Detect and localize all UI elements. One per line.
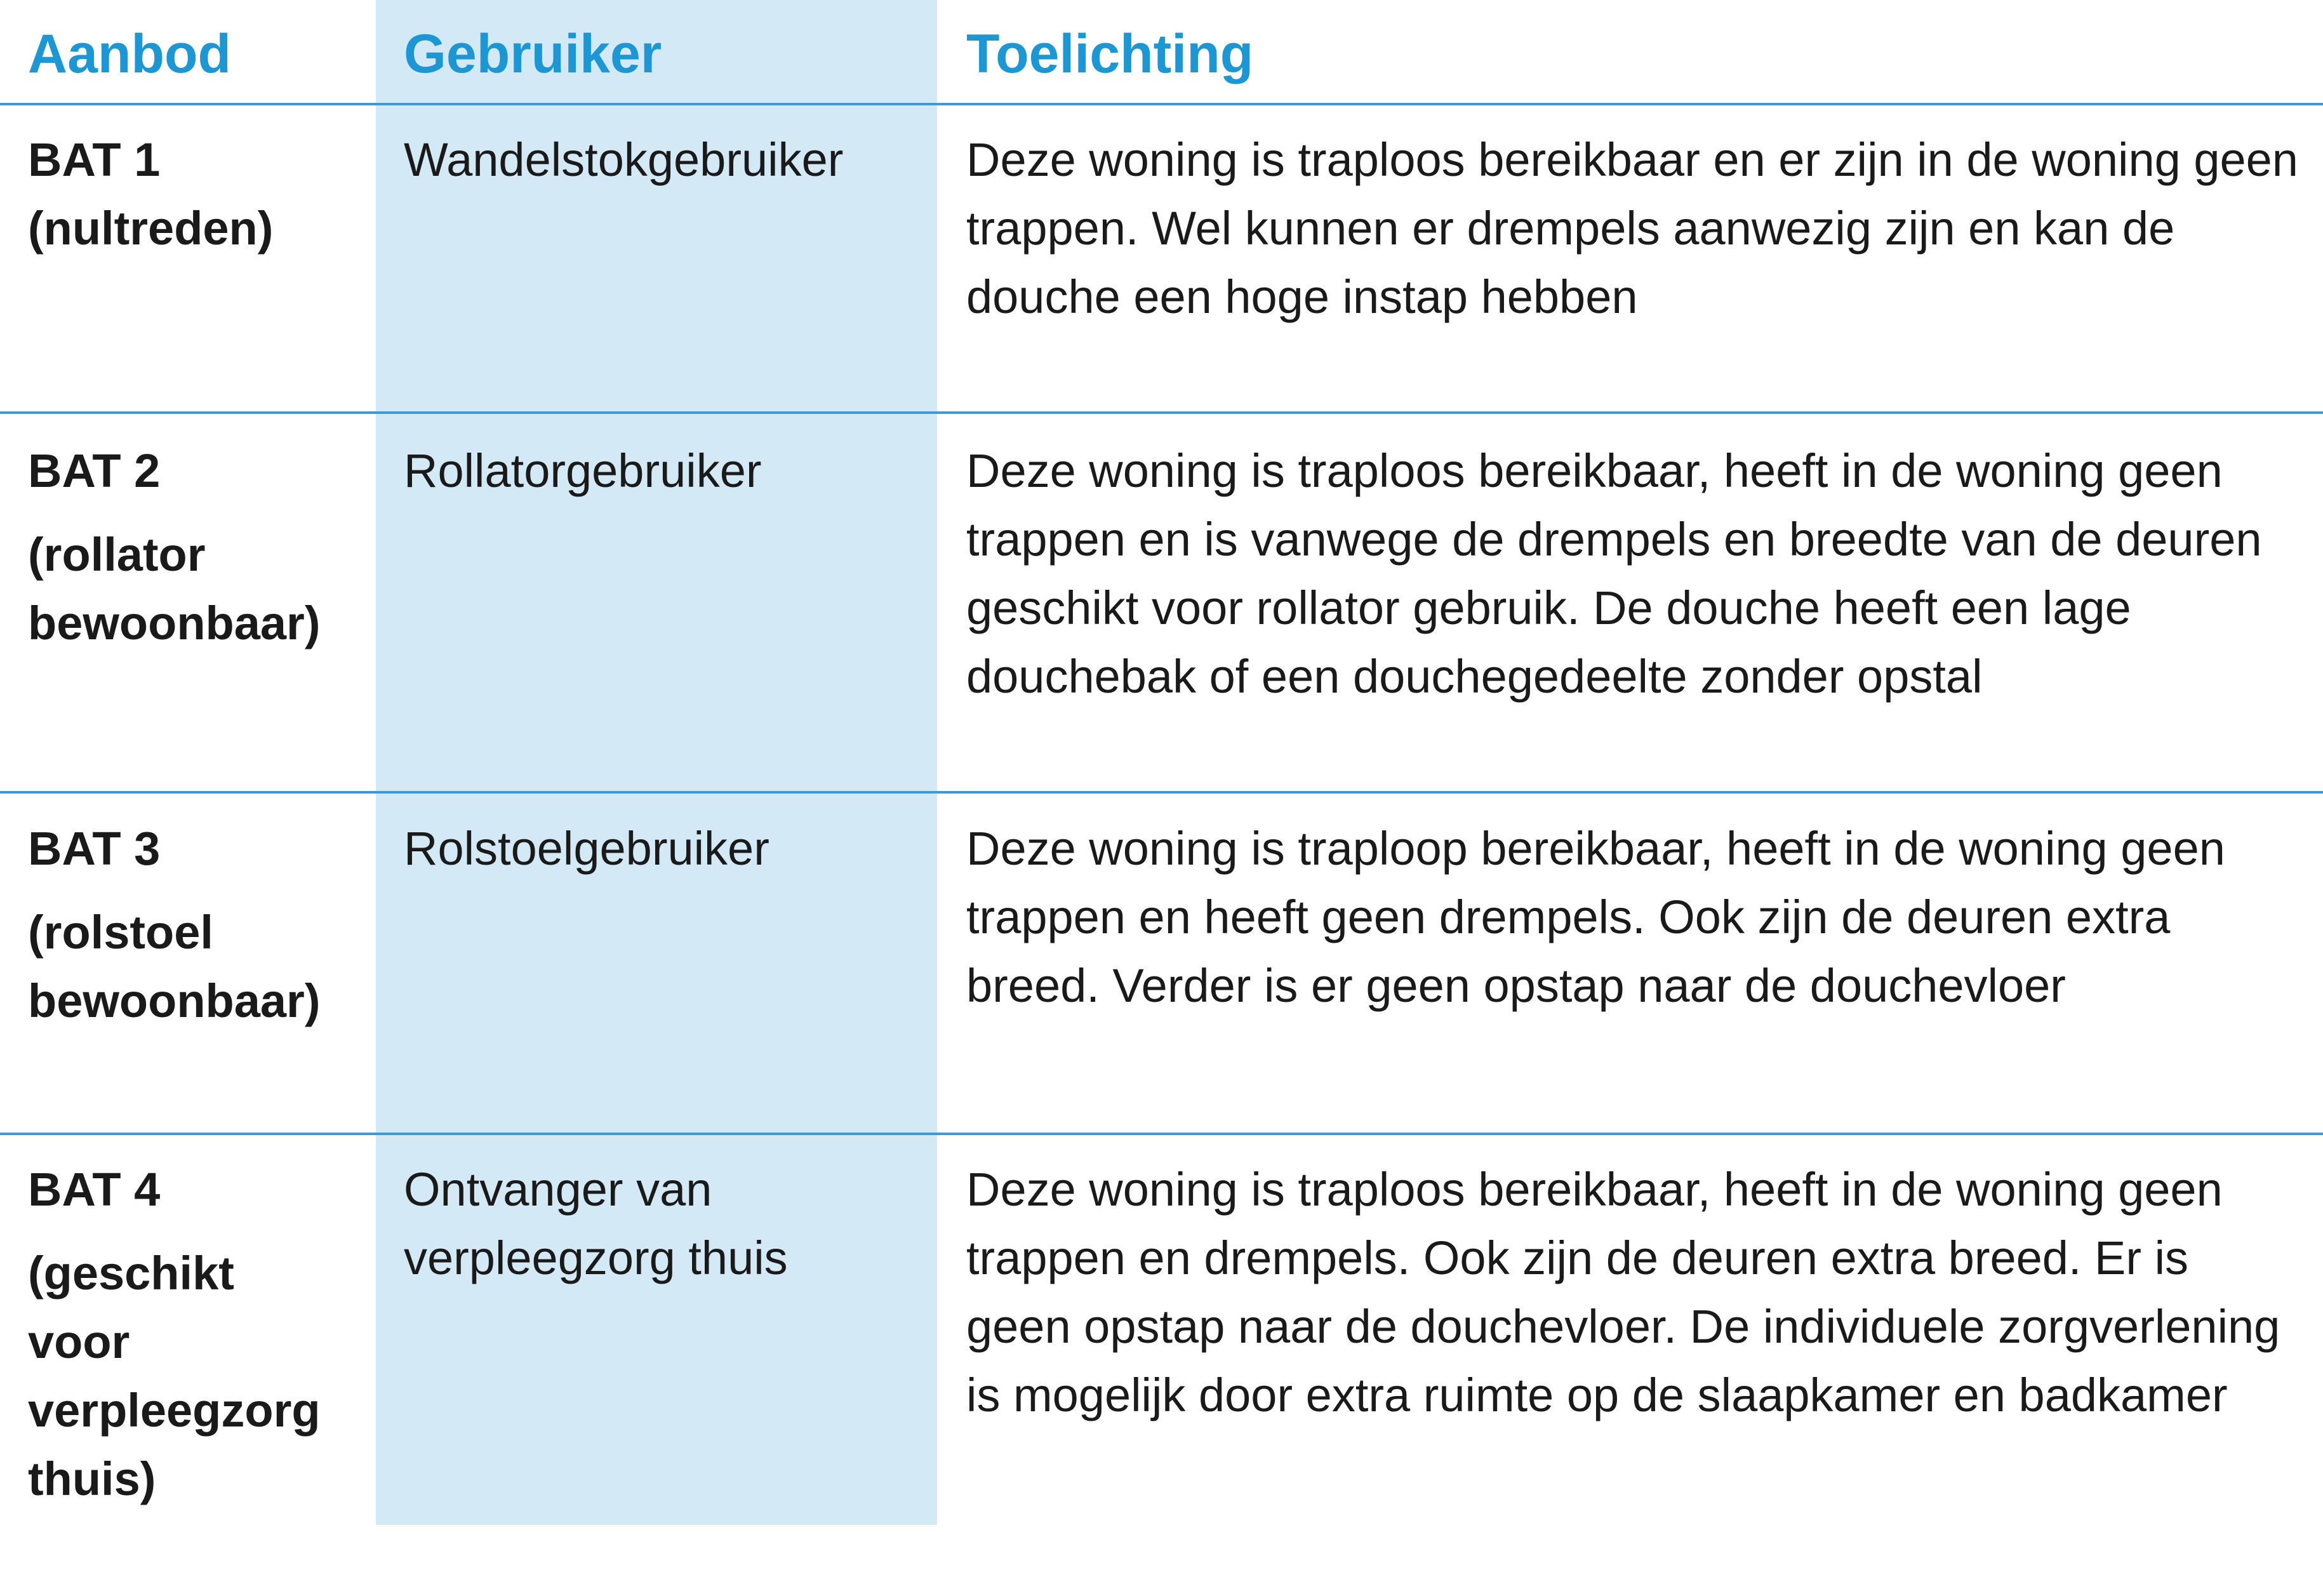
header-gebruiker: Gebruiker <box>404 23 662 84</box>
toelichting-cell-bat2: Deze woning is traploos bereikbaar, heeft in de woning geen trappen en is vanwege de drempels en breedte van de deuren geschikt voor rollator gebruik. De douche heeft een lage douchebak of een douchegedeelte zonder opstal <box>966 444 2262 703</box>
toelichting-cell-bat4: Deze woning is traploos bereikbaar, heeft in de woning geen trappen en drempels. Ook zijn de deuren extra breed. Er is geen opstap naar de douchevloer. De individuele zorgverlening is mogelijk door extra ruimte op de slaapkamer en badkamer <box>966 1163 2280 1421</box>
aanbod-subtitle: thuis) <box>28 1453 156 1505</box>
aanbod-subtitle: bewoonbaar) <box>28 974 321 1027</box>
aanbod-title: BAT 1 <box>28 133 161 186</box>
header-toelichting: Toelichting <box>966 23 1254 84</box>
aanbod-cell-bat2 <box>28 437 358 658</box>
aanbod-cell-bat1 <box>28 126 358 263</box>
gebruiker-cell-bat2: Rollatorgebruiker <box>404 444 762 497</box>
aanbod-title: BAT 2 <box>28 444 161 497</box>
toelichting-cell-bat3: Deze woning is traploop bereikbaar, heeft in de woning geen trappen en heeft geen drempels. Ook zijn de deuren extra breed. Verder is er geen opstap naar de douchevloer <box>966 822 2225 1012</box>
row-divider <box>0 791 2323 794</box>
aanbod-subtitle: bewoonbaar) <box>28 597 321 649</box>
row-divider <box>0 1133 2323 1135</box>
aanbod-cell-bat4 <box>28 1155 358 1513</box>
aanbod-subtitle: voor <box>28 1315 130 1368</box>
aanbod-subtitle: (geschikt <box>28 1247 234 1300</box>
aanbod-title: BAT 3 <box>28 822 161 875</box>
header-divider <box>0 103 2323 105</box>
aanbod-subtitle: (nultreden) <box>28 202 274 255</box>
gebruiker-cell-bat1: Wandelstokgebruiker <box>404 133 844 186</box>
gebruiker-cell-bat4: Ontvanger van verpleegzorg thuis <box>404 1163 788 1284</box>
aanbod-cell-bat3 <box>28 815 358 1035</box>
aanbod-subtitle: (rollator <box>28 528 206 581</box>
toelichting-cell-bat1: Deze woning is traploos bereikbaar en er zijn in de woning geen trappen. Wel kunnen er drempels aanwezig zijn en kan de douche een hoge instap hebben <box>966 133 2298 323</box>
aanbod-subtitle: verpleegzorg <box>28 1384 321 1437</box>
aanbod-title: BAT 4 <box>28 1163 161 1216</box>
header-aanbod: Aanbod <box>28 23 232 84</box>
row-divider <box>0 411 2323 414</box>
gebruiker-cell-bat3: Rolstoelgebruiker <box>404 822 769 875</box>
gebruiker-column-highlight <box>376 0 937 1525</box>
aanbod-subtitle: (rolstoel <box>28 906 213 959</box>
